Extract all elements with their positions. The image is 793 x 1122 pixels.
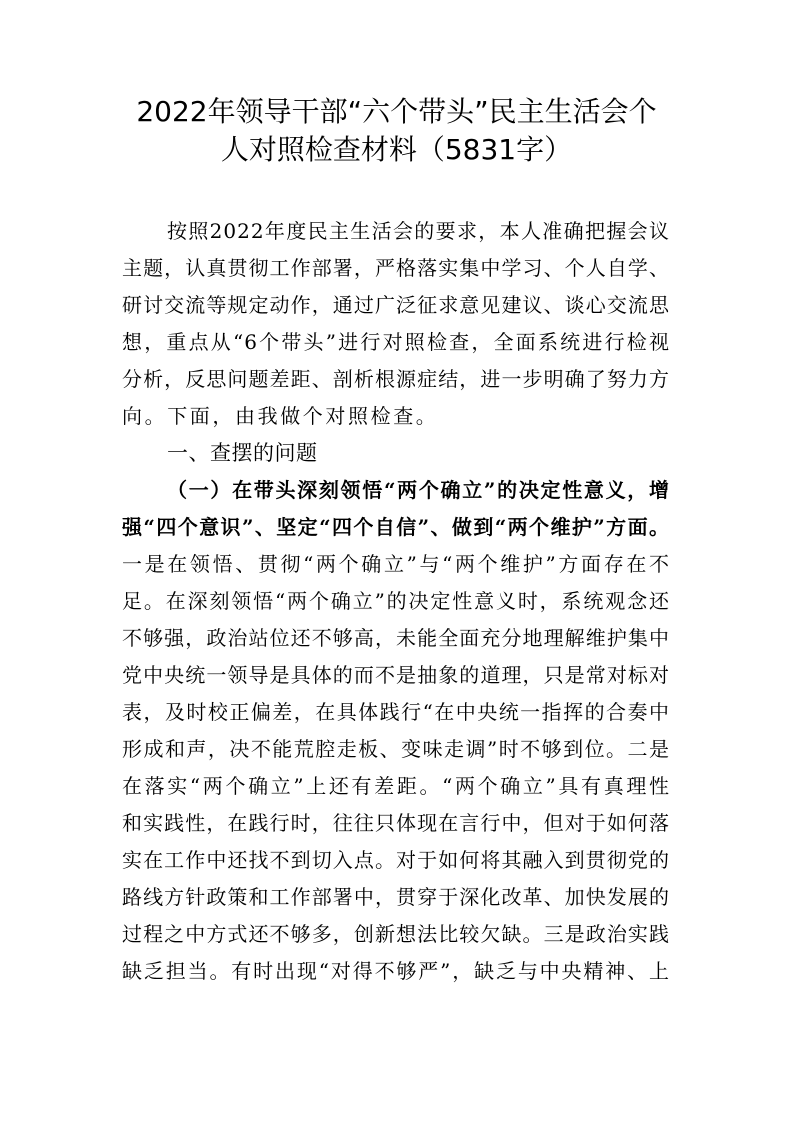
body-paragraph-line: 路线方针政策和工作部署中，贯穿于深化改革、加快发展的 <box>122 885 670 909</box>
title-line-1: 2022年领导干部“六个带头”民主生活会个 <box>136 95 657 128</box>
body-paragraph-line: 缺乏担当。有时出现“对得不够严”，缺乏与中央精神、上 <box>122 959 670 983</box>
intro-paragraph-line: 想，重点从“6个带头”进行对照检查，全面系统进行检视 <box>122 330 670 354</box>
body-paragraph-line: 过程之中方式还不够多，创新想法比较欠缺。三是政治实践 <box>122 922 670 946</box>
body-paragraph-line: 一是在领悟、贯彻“两个确立”与“两个维护”方面存在不 <box>122 552 670 576</box>
document-title <box>110 93 683 169</box>
intro-paragraph-line: 向。下面，由我做个对照检查。 <box>122 404 439 428</box>
intro-paragraph-line: 分析，反思问题差距、剖析根源症结，进一步明确了努力方 <box>122 367 670 391</box>
body-paragraph-line: 表，及时校正偏差，在具体践行“在中央统一指挥的合奏中 <box>122 700 670 724</box>
intro-paragraph-line: 研讨交流等规定动作，通过广泛征求意见建议、谈心交流思 <box>122 293 670 317</box>
body-paragraph-line: 实在工作中还找不到切入点。对于如何将其融入到贯彻党的 <box>122 848 670 872</box>
body-paragraph-line: 在落实“两个确立”上还有差距。“两个确立”具有真理性 <box>122 774 670 798</box>
body-paragraph-line: 不够强，政治站位还不够高，未能全面充分地理解维护集中 <box>122 626 670 650</box>
body-paragraph-line: 形成和声，决不能荒腔走板、变味走调”时不够到位。二是 <box>122 737 670 761</box>
title-line-2: 人对照检查材料（5831字） <box>220 133 573 166</box>
section-heading: 一、查摆的问题 <box>167 441 318 465</box>
body-paragraph-line: 和实践性，在践行时，往往只体现在言行中，但对于如何落 <box>122 811 670 835</box>
subsection-heading-line: 强“四个意识”、坚定“四个自信”、做到“两个维护”方面。 <box>122 515 670 539</box>
intro-paragraph-line: 主题，认真贯彻工作部署，严格落实集中学习、个人自学、 <box>122 256 670 280</box>
document-body <box>122 213 670 990</box>
intro-paragraph-line: 按照2022年度民主生活会的要求，本人准确把握会议 <box>167 219 670 243</box>
body-paragraph-line: 足。在深刻领悟“两个确立”的决定性意义时，系统观念还 <box>122 589 670 613</box>
subsection-heading-line: （一）在带头深刻领悟“两个确立”的决定性意义，增 <box>167 478 670 502</box>
body-paragraph-line: 党中央统一领导是具体的而不是抽象的道理，只是常对标对 <box>122 663 670 687</box>
